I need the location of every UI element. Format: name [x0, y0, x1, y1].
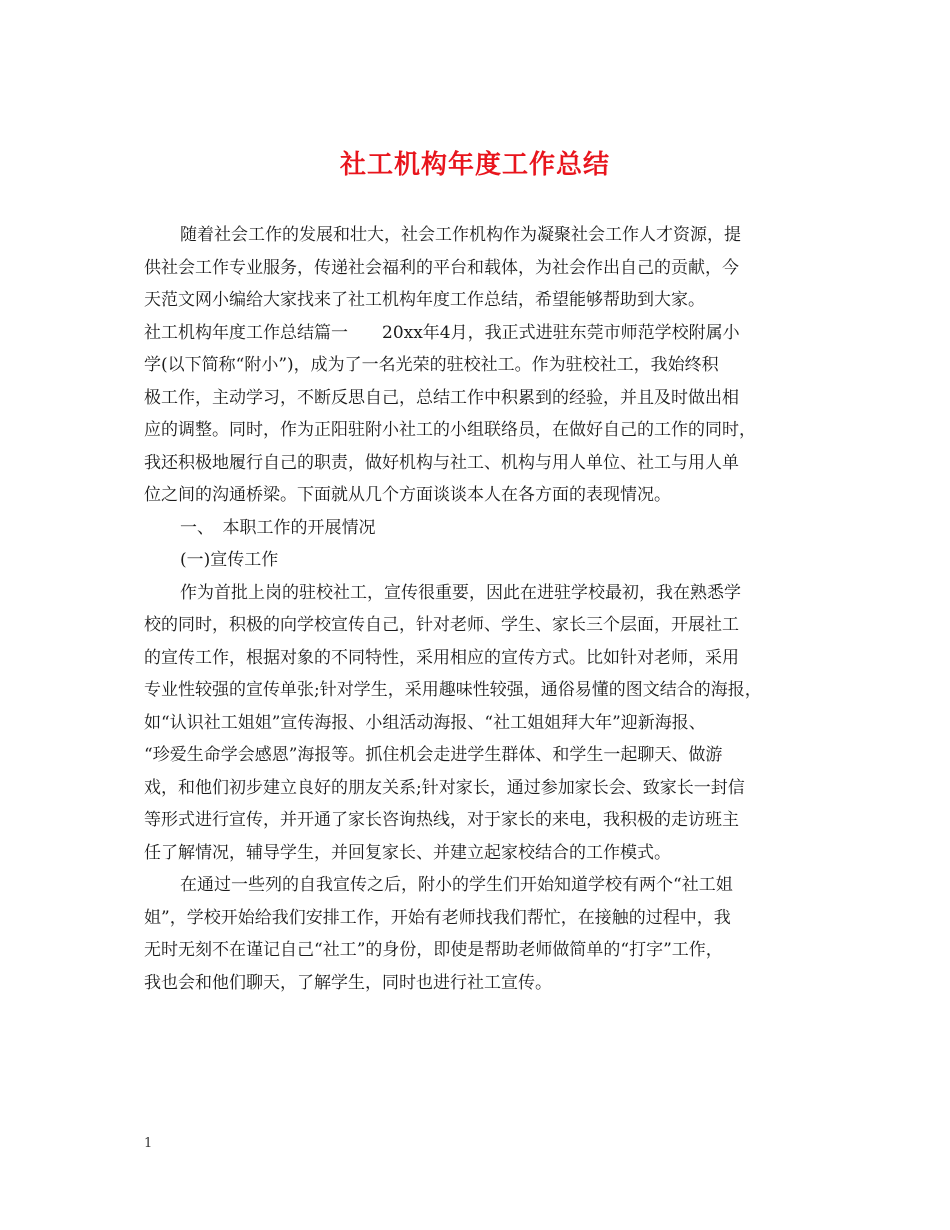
text-line: 校的同时，积极的向学校宣传自己，针对老师、学生、家长三个层面，开展社工	[144, 615, 739, 635]
text-line: 戏，和他们初步建立良好的朋友关系;针对家长，通过参加家长会、致家长一封信	[144, 777, 745, 798]
page-number: 1	[144, 1136, 153, 1151]
document-body	[144, 219, 824, 999]
text-line: 专业性较强的宣传单张;针对学生，采用趣味性较强，通俗易懂的图文结合的海报，	[144, 680, 762, 700]
text-line: “珍爱生命学会感恩”海报等。抓住机会走进学生群体、和学生一起聊天、做游	[144, 745, 723, 765]
text-line: 应的调整。同时，作为正阳驻附小社工的小组联络员，在做好自己的工作的同时，	[144, 420, 756, 440]
text-line: 位之间的沟通桥梁。下面就从几个方面谈谈本人在各方面的表现情况。	[144, 485, 671, 505]
text-line: 作为首批上岗的驻校社工，宣传很重要，因此在进驻学校最初，我在熟悉学	[180, 582, 741, 603]
text-line: 的宣传工作，根据对象的不同特性，采用相应的宣传方式。比如针对老师，采用	[144, 647, 739, 668]
text-line: 供社会工作专业服务，传递社会福利的平台和载体，为社会作出自己的贡献，今	[144, 257, 739, 278]
document-title: 社工机构年度工作总结	[339, 150, 610, 180]
text-line: 如“认识社工姐姐”宣传海报、小组活动海报、“社工姐姐拜大年”迎新海报、	[144, 712, 706, 733]
text-line: 极工作，主动学习，不断反思自己，总结工作中积累到的经验，并且及时做出相	[144, 387, 739, 408]
text-line: 在通过一些列的自我宣传之后，附小的学生们开始知道学校有两个“社工姐	[180, 875, 733, 895]
text-line: 社工机构年度工作总结篇一 20xx年4月，我正式进驻东莞市师范学校附属小	[144, 322, 740, 343]
text-line: 姐”，学校开始给我们安排工作，开始有老师找我们帮忙，在接触的过程中，我	[144, 907, 731, 928]
text-line: (一)宣传工作	[180, 550, 279, 570]
text-line: 天范文网小编给大家找来了社工机构年度工作总结，希望能够帮助到大家。	[144, 290, 705, 310]
text-line: 一、 本职工作的开展情况	[180, 517, 376, 538]
text-line: 我也会和他们聊天，了解学生，同时也进行社工宣传。	[144, 972, 552, 993]
text-line: 任了解情况，辅导学生，并回复家长、并建立起家校结合的工作模式。	[144, 842, 671, 863]
text-line: 学(以下简称“附小”)，成为了一名光荣的驻校社工。作为驻校社工，我始终积	[144, 355, 719, 375]
text-line: 随着社会工作的发展和壮大，社会工作机构作为凝聚社会工作人才资源，提	[180, 225, 741, 245]
text-line: 我还积极地履行自己的职责，做好机构与社工、机构与用人单位、社工与用人单	[144, 452, 739, 473]
text-line: 无时无刻不在谨记自己“社工”的身份，即使是帮助老师做简单的“打字”工作，	[144, 940, 723, 960]
text-line: 等形式进行宣传，并开通了家长咨询热线，对于家长的来电，我积极的走访班主	[144, 810, 739, 830]
